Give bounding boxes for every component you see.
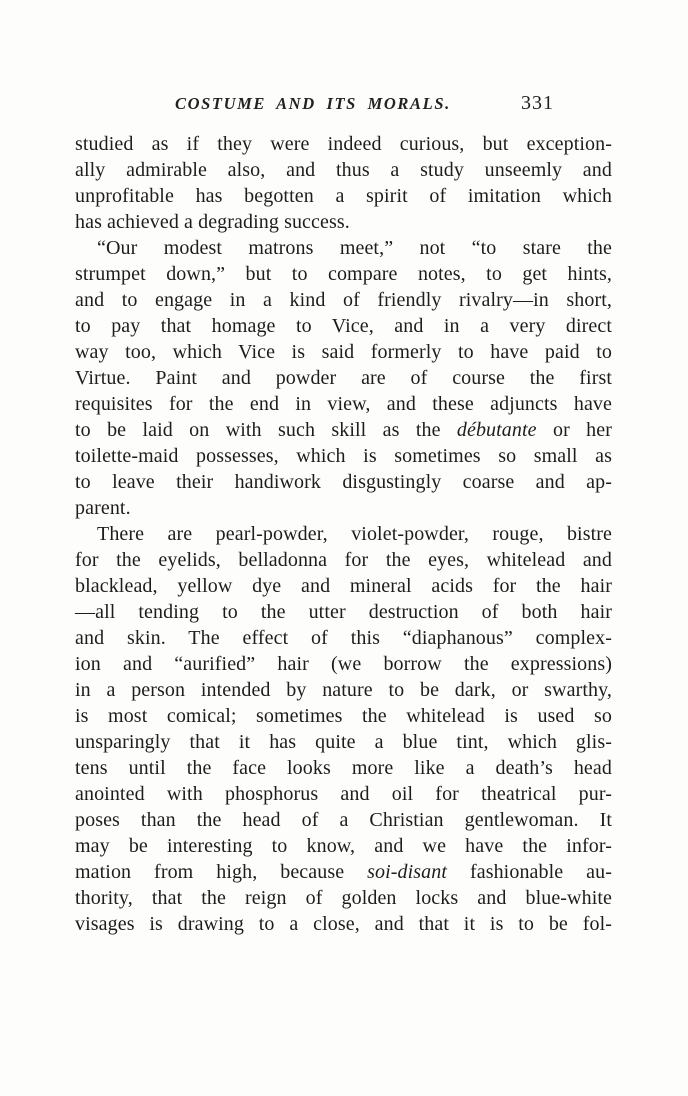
text-line: to be laid on with such skill as the débutante or her xyxy=(75,419,612,441)
text-line: and to engage in a kind of friendly rivalry—in short, xyxy=(75,289,612,311)
running-header xyxy=(75,92,612,115)
text-line: ion and “aurified” hair (we borrow the expressions) xyxy=(75,653,612,675)
text-line: and skin. The effect of this “diaphanous” complex- xyxy=(75,627,612,649)
text-line: strumpet down,” but to compare notes, to get hints, xyxy=(75,263,612,285)
text-line: in a person intended by nature to be dark, or swarthy, xyxy=(75,679,612,701)
paragraph xyxy=(75,521,612,937)
text-line: has achieved a degrading success. xyxy=(75,211,350,233)
text-line: thority, that the reign of golden locks and blue-white xyxy=(75,887,612,909)
text-line: mation from high, because soi-disant fashionable au- xyxy=(75,861,613,883)
text-line: may be interesting to know, and we have the infor- xyxy=(75,835,612,857)
text-line: Virtue. Paint and powder are of course the first xyxy=(75,367,612,389)
page-text xyxy=(75,131,612,937)
text-line: “Our modest matrons meet,” not “to stare the xyxy=(97,237,612,259)
text-line: blacklead, yellow dye and mineral acids for the hair xyxy=(75,575,612,597)
text-line: parent. xyxy=(75,497,131,519)
text-line: anointed with phosphorus and oil for theatrical pur- xyxy=(75,783,612,805)
text-line: tens until the face looks more like a death’s head xyxy=(75,757,612,779)
text-line: visages is drawing to a close, and that it is to be fol- xyxy=(75,913,612,935)
running-header-title: COSTUME AND ITS MORALS. xyxy=(175,94,451,113)
text-line: ally admirable also, and thus a study unseemly and xyxy=(75,159,612,181)
text-line: way too, which Vice is said formerly to have paid to xyxy=(75,341,612,363)
text-line: unprofitable has begotten a spirit of imitation which xyxy=(75,185,612,207)
paragraph xyxy=(75,235,612,521)
text-line: poses than the head of a Christian gentlewoman. It xyxy=(75,809,612,831)
paragraph xyxy=(75,131,612,235)
text-line: for the eyelids, belladonna for the eyes, whitelead and xyxy=(75,549,612,571)
text-line: —all tending to the utter destruction of both hair xyxy=(75,601,612,623)
text-line: toilette-maid possesses, which is sometimes so small as xyxy=(75,445,612,467)
text-line: to leave their handiwork disgustingly coarse and ap- xyxy=(75,471,612,493)
text-line: requisites for the end in view, and these adjuncts have xyxy=(75,393,612,415)
text-line: unsparingly that it has quite a blue tint, which glis- xyxy=(75,731,612,753)
text-line: is most comical; sometimes the whitelead is used so xyxy=(75,705,612,727)
text-line: studied as if they were indeed curious, but exception- xyxy=(75,133,612,155)
text-line: There are pearl-powder, violet-powder, rouge, bistre xyxy=(97,523,612,545)
text-line: to pay that homage to Vice, and in a very direct xyxy=(75,315,612,337)
page-number: 331 xyxy=(521,92,554,114)
